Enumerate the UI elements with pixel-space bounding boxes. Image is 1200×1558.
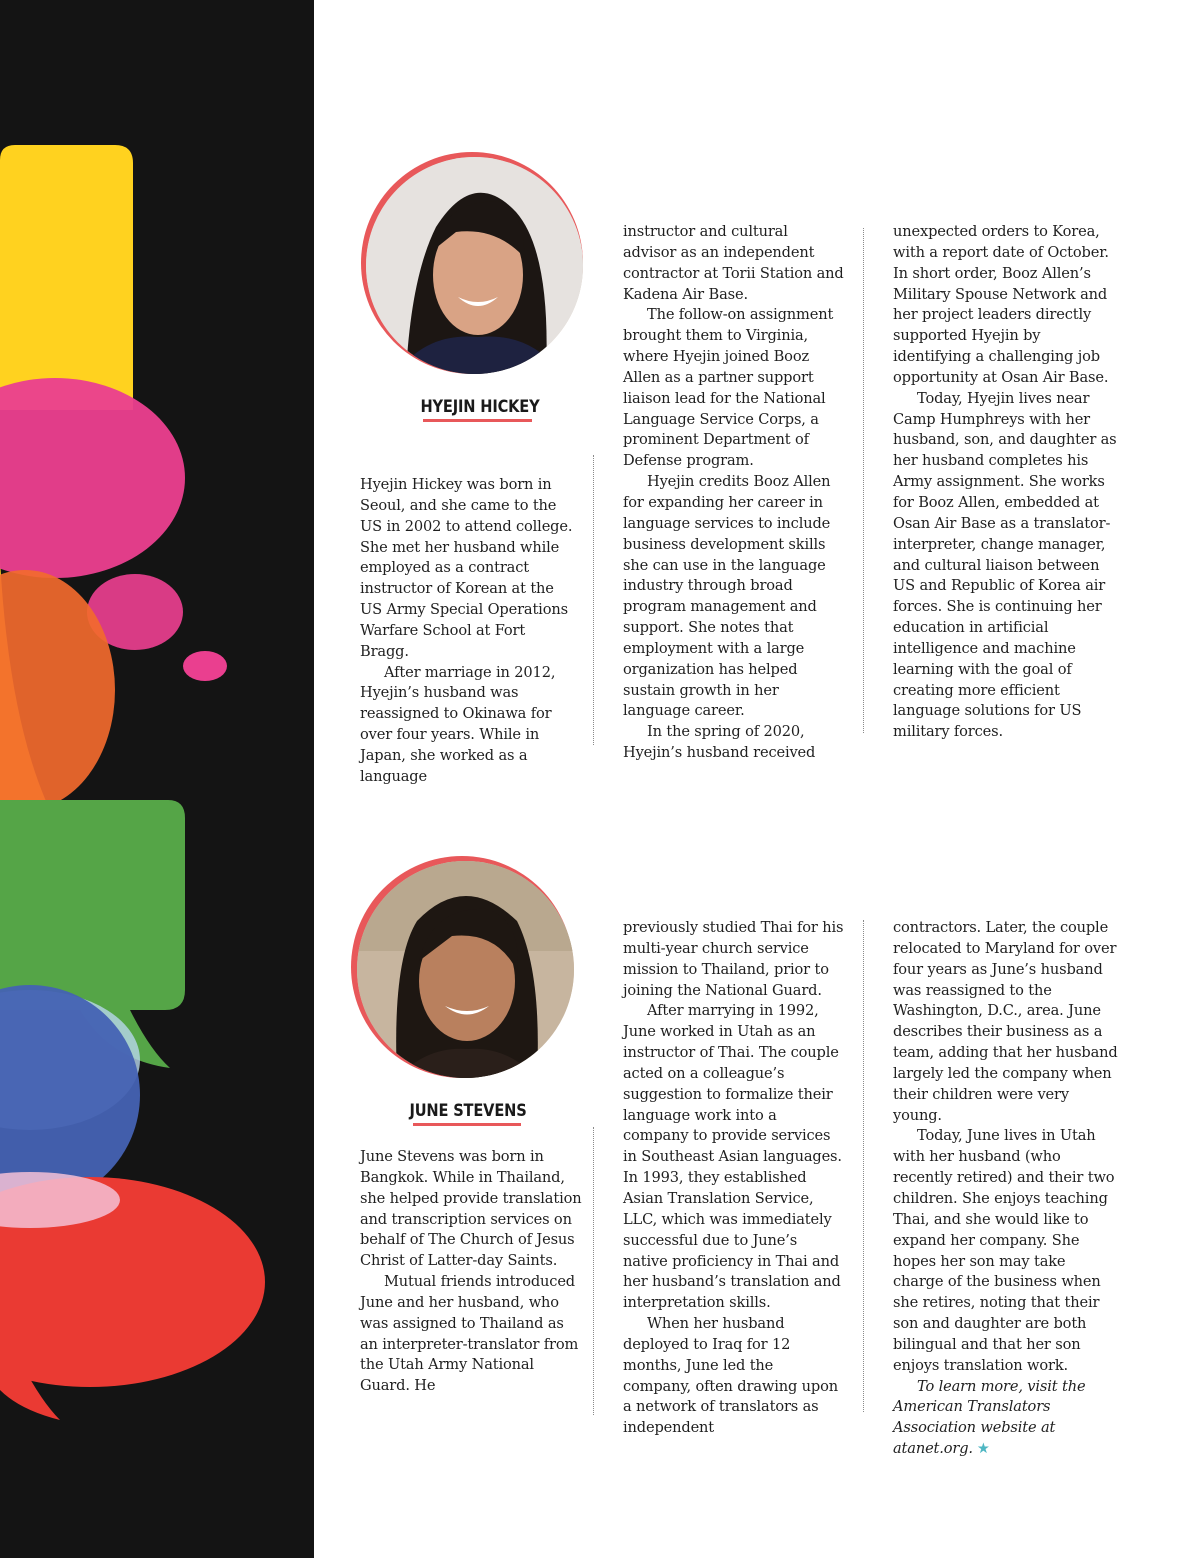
speech-bubble-sidebar [0,0,314,1558]
column-divider [593,1127,594,1415]
paragraph: contractors. Later, the couple relocated to Maryland for over four years as June’s husband was reassigned to the Washington, D.C., area. June describes their business as a team, adding that her husband largely led the company when their children were very young. [893,919,1118,1124]
profile-column-1 [360,475,578,788]
paragraph: The follow-on assignment brought them to Virginia, where Hyejin joined Booz Allen as a partner support liaison lead for the National Language Service Corps, a prominent Department of Defense program. [623,306,834,470]
paragraph: unexpected orders to Korea, with a report date of October. In short order, Booz Allen’s Military Spouse Network and her project leaders directly supported Hyejin by identifying a challenging job opportunity at Osan Air Base. [893,223,1109,386]
speech-bubble-art [0,0,314,1558]
paragraph: After marrying in 1992, June worked in Utah as an instructor of Thai. The couple acted on a colleague’s suggestion to formalize their language work into a company to provide services in Southeast Asian languages. In 1993, they established Asian Translation Service, LLC, which was immediately successful due to June’s native proficiency in Thai and her husband’s translation and interpretation skills. [623,1002,842,1312]
paragraph: instructor and cultural advisor as an independent contractor at Torii Station and Kadena Air Base. [623,223,844,303]
paragraph: In the spring of 2020, Hyejin’s husband received [623,723,816,762]
name-underline [423,419,532,422]
profile-name: JUNE STEVENS [409,1101,527,1121]
closing-note-text: To learn more, visit the American Translators Association website at atanet.org. [893,1377,1086,1458]
portrait-photo [366,157,583,374]
closing-note [893,1377,1118,1460]
paragraph: Today, June lives in Utah with her husband (who recently retired) and their two children. She enjoys teaching Thai, and she would like to expand her company. She hopes her son may take charge of the business when she retires, noting that their son and daughter are both bilingual and that her son enjoys translation work. [893,1127,1115,1374]
paragraph: After marriage in 2012, Hyejin’s husband was reassigned to Okinawa for over four years. While in Japan, she worked as a language [360,663,556,785]
column-divider [593,455,594,745]
paragraph: June Stevens was born in Bangkok. While in Thailand, she helped provide translation and transcription services on behalf of The Church of Jesus Christ of Latter-day Saints. [360,1148,582,1270]
hyejin-hickey-portrait [366,157,583,374]
portrait-photo [357,861,574,1078]
column-divider [863,228,864,733]
name-underline [413,1123,521,1126]
profile-column-2 [623,222,845,764]
paragraph: Hyejin credits Booz Allen for expanding her career in language services to include business development skills she can use in the language industry through broad program management and support. She notes that employment with a large organization has helped sustain growth in her language career. [623,473,831,720]
paragraph: Hyejin Hickey was born in Seoul, and she came to the US in 2002 to attend college. She met her husband while employed as a contract instructor of Korean at the US Army Special Operations Warfare School at Fort Bragg. [360,476,573,660]
star-icon: ★ [976,1440,990,1458]
profile-column-1 [360,1147,582,1397]
column-divider [863,920,864,1412]
paragraph: Today, Hyejin lives near Camp Humphreys with her husband, son, and daughter as her husband completes his Army assignment. She works for Booz Allen, embedded at Osan Air Base as a translator-interpreter, change manager, and cultural liaison between US and Republic of Korea air forces. She is continuing her education in artificial intelligence and machine learning with the goal of creating more efficient language solutions for US military forces. [893,389,1117,741]
june-stevens-portrait [357,861,574,1078]
paragraph: Mutual friends introduced June and her husband, who was assigned to Thailand as an interpreter-translator from the Utah Army National Guard. He [360,1273,579,1395]
profile-name: HYEJIN HICKEY [420,397,540,417]
profile-column-3 [893,222,1118,743]
paragraph: When her husband deployed to Iraq for 12 months, June led the company, often drawing upon a network of translators as independent [623,1315,838,1437]
paragraph: previously studied Thai for his multi-year church service mission to Thailand, prior to joining the National Guard. [623,919,844,999]
profile-column-2 [623,918,845,1439]
profile-column-3 [893,918,1118,1460]
